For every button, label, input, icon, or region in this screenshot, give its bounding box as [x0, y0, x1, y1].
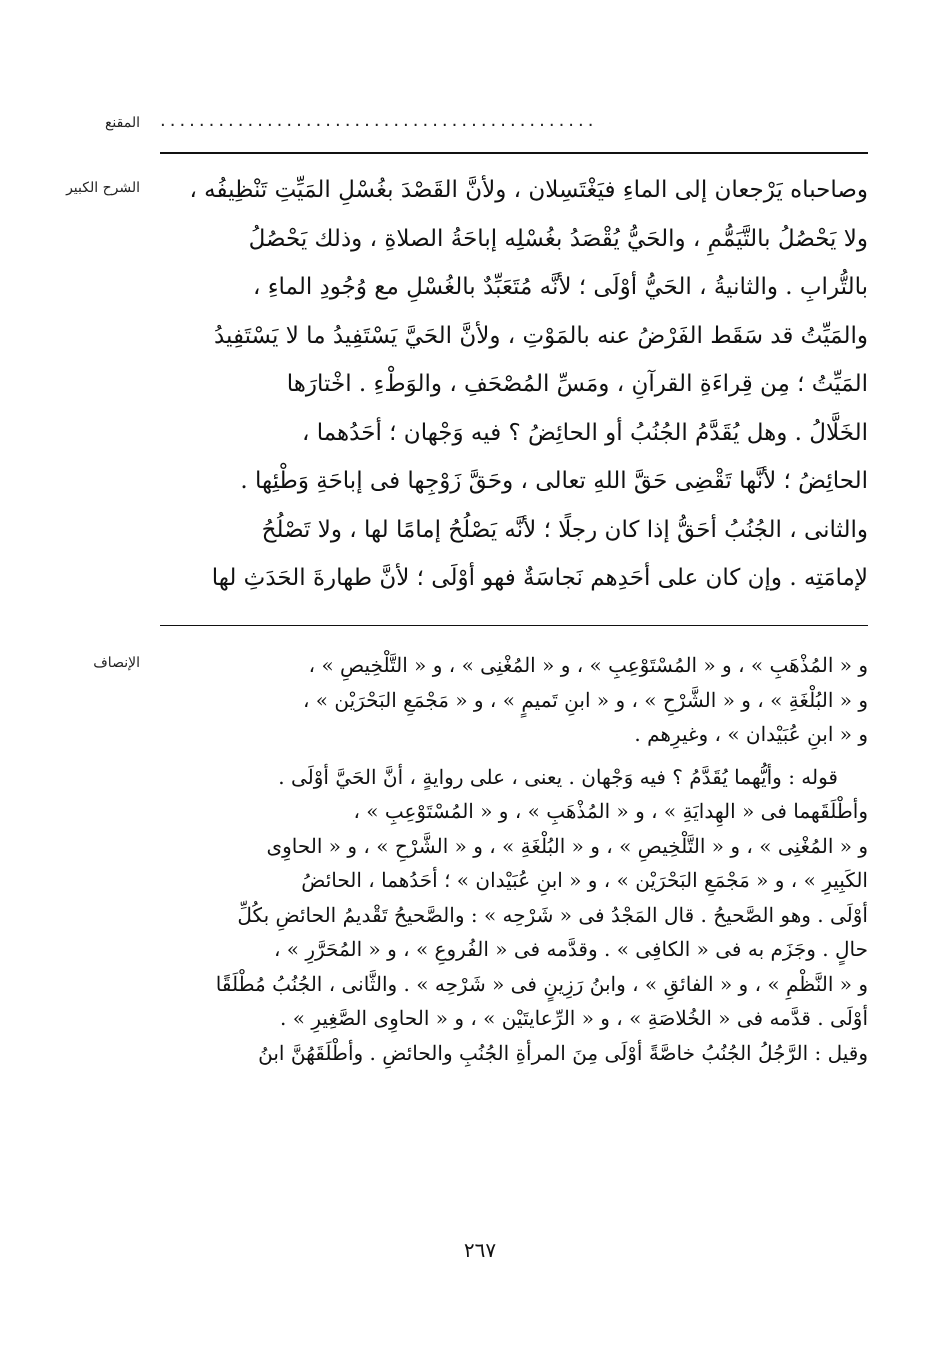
sharh-line: لإمامَتِه . وإن كان على أحَدِهم نَجاسَةٌ فهو أوْلَى ؛ لأنَّ طهارةَ الحَدَثِ لها [211, 565, 868, 591]
insaf-line: وأطْلَقَهما فى « الهِدايَةِ » ، و « المُذْهَبِ » ، و « المُسْتَوْعِبِ » ، [353, 799, 868, 823]
header-rule [160, 152, 868, 154]
sharh-line: والمَيِّتُ قد سَقَط الفَرْضُ عنه بالمَوْتِ ، ولأنَّ الحَيَّ يَسْتَفِيدُ ما لا يَسْتَفِيدُ [213, 322, 868, 349]
section-divider-rule [160, 625, 868, 626]
insaf-line: أوْلَى . وهو الصَّحيحُ . قال المَجْدُ فى « شَرْحِه » : والصَّحيحُ تَقْديمُ الحائضِ بكُلِّ [237, 902, 868, 927]
sharh-line: ولا يَحْصُلُ بالتَّيَمُّمِ ، والحَيُّ يُقْصَدُ بغُسْلِه إباحَةُ الصلاةِ ، وذلك يَحْصُلُ [248, 225, 868, 252]
sharh-line: بالتُّرابِ . والثانيةُ ، الحَيُّ أوْلَى ؛ لأنَّه مُتَعَبِّدٌ بالغُسْلِ مع وُجُودِ الماءِ ، [252, 274, 868, 300]
insaf-line: و « النَّظْمِ » ، و « الفائقِ » ، وابنُ رَزِينٍ فى « شَرْحِه » . والثَّانى ، الجُنُبُ مُطْلَقًا [215, 971, 868, 996]
insaf-line: الكَبِيرِ » ، و « مَجْمَعِ البَحْرَيْن » ، و « ابنِ عُبَيْدان » ؛ أحَدُهما ، الحائضُ [301, 868, 868, 892]
insaf-line: قوله : وأيُّهما يُقَدَّمُ ؟ فيه وَجْهان . يعنى ، على روايةٍ ، أنَّ الحَيَّ أوْلَى . [278, 764, 838, 789]
insaf-line: و « المُذْهَبِ » ، و « المُسْتَوْعِبِ » ، و « المُغْنِى » ، و « التَّلْخِيصِ » ، [308, 653, 868, 677]
paragraph-gap [160, 752, 868, 760]
insaf-line: وقيل : الرَّجُلُ الجُنُبُ خاصَّةً أوْلَى مِنَ المرأةِ الجُنُبِ والحائضِ . وأطْلَقَهُنَّ ابنُ [258, 1040, 868, 1065]
sharh-line: الخَلَّالُ . وهل يُقَدَّمُ الجُنُبُ أو الحائِضُ ؟ فيه وَجْهان ؛ أحَدُهما ، [302, 419, 868, 446]
sharh-section-label: الشرح الكبير [66, 180, 140, 196]
insaf-text-block [160, 648, 868, 1070]
insaf-line: أوْلَى . قدَّمه فى « الخُلاصَةِ » ، و « الرِّعايتَيْن » ، و « الحاوِى الصَّغِيرِ » . [280, 1006, 868, 1030]
insaf-section-label: الإنصاف [93, 655, 140, 671]
insaf-line: و « المُغْنِى » ، و « التَّلْخِيصِ » ، و « البُلْغَةِ » ، و « الشَّرْحِ » ، و « الحاوِى [266, 833, 868, 858]
sharh-line: المَيِّتُ ؛ مِن قِراءَةِ القرآنِ ، ومَسِّ المُصْحَفِ ، والوَطْءِ . اخْتارَها [286, 371, 868, 397]
header-leader-dots: ............................................. [160, 110, 598, 131]
page-number: ٢٦٧ [463, 1238, 497, 1262]
sharh-line: الحائِضُ ؛ لأنَّها تَقْضِى حَقَّ اللهِ تعالى ، وحَقَّ زَوْجِها فى إباحَةِ وَطْئِها . [240, 468, 868, 494]
sharh-line: والثانى ، الجُنُبُ أحَقُّ إذا كان رجلًا ؛ لأنَّه يَصْلُحُ إمامًا لها ، ولا تَصْلُحُ [261, 516, 868, 543]
running-header-title: المقنع [104, 115, 140, 131]
insaf-line: و « البُلْغَةِ » ، و « الشَّرْحِ » ، و « ابنِ تَميمٍ » ، و « مَجْمَعِ البَحْرَيْن » ، [302, 687, 868, 712]
insaf-line: حالٍ . وجَزَم به فى « الكافِى » . وقدَّمه فى « الفُروعِ » ، و « المُحَرَّرِ » ، [273, 937, 868, 961]
sharh-text-block [160, 166, 868, 603]
sharh-line: وصاحباه يَرْجعان إلى الماءِ فيَغْتَسِلان ، ولأنَّ القَصْدَ بغُسْلِ المَيِّتِ تَنْظِيفُه ، [189, 177, 868, 203]
insaf-line: و « ابنِ عُبَيْدان » ، وغيرِهم . [634, 722, 868, 746]
